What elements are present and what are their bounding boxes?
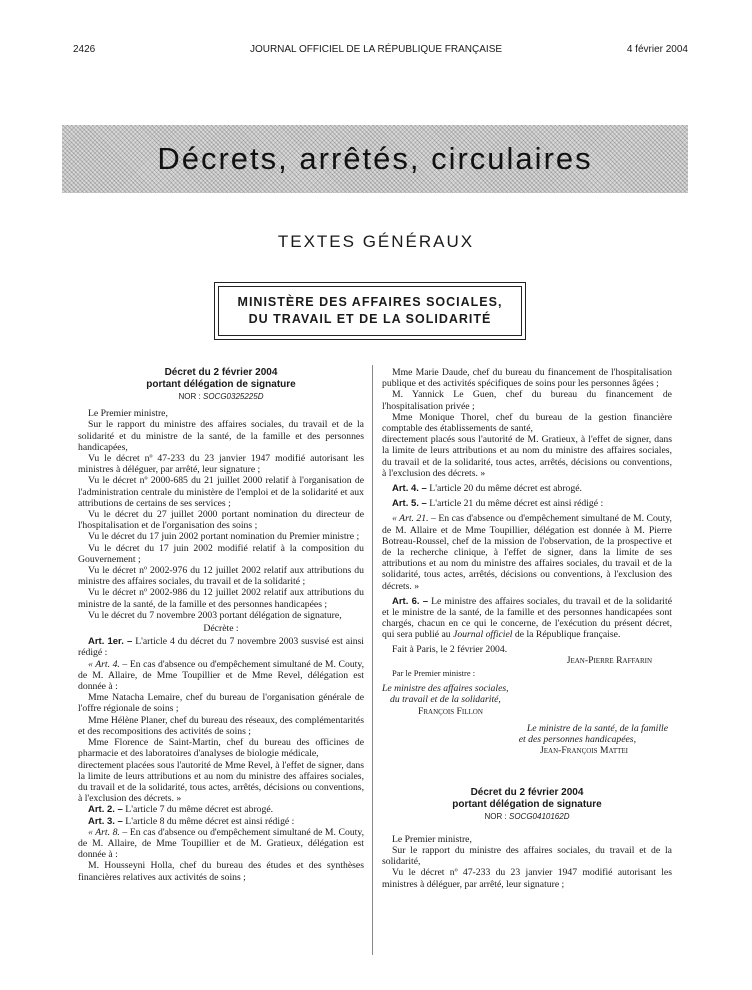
decree-title: Décret du 2 février 2004 [470,786,584,798]
paragraph: Vu le décret nº 2000-685 du 21 juillet 2000 relatif à l'organisation de l'administration centrale du ministère de l'emploi et de la solidarité et aux attributions de certains de ses services ; [78,475,364,509]
paragraph: M. Housseyni Holla, chef du bureau des études et des synthèses financières relatives aux activités de soins ; [78,860,364,883]
paragraph: Mme Natacha Lemaire, chef du bureau de l'organisation générale de l'offre régionale de soins ; [78,692,364,715]
article-text: Le ministre des affaires sociales, du travail et de la solidarité et le ministre de la santé, de la famille et des personnes handicapées sont chargés, chacun en ce qui le concerne, de l'exécution du présent décret, qui sera publié au [382,595,672,641]
quoted-article-label: « Art. 8. – [88,826,128,838]
paragraph: Le Premier ministre, [392,833,472,845]
paragraph: Vu le décret nº 47-233 du 23 janvier 1947 modifié autorisant les ministres à déléguer, par arrêté, leur signature ; [78,453,364,476]
article-text: L'article 7 du même décret est abrogé. [125,804,274,816]
paragraph: Vu le décret du 27 juillet 2000 portant nomination du directeur de l'hospitalisation et de l'organisation des soins ; [78,509,364,532]
paragraph: Mme Monique Thorel, chef du bureau de la gestion financière comptable des établissements de santé, [382,411,672,435]
nor-reference [78,391,364,402]
nor-code: SOCG0410162D [508,811,570,821]
article-text: L'article 21 du même décret est ainsi rédigé : [429,498,604,510]
quoted-article-label: « Art. 21. – [392,513,436,525]
article-text: En cas d'absence ou d'empêchement simultané de M. Couty, de M. Allaire et de Mme Toupillier, délégation est donnée à M. Pierre Botreau-Roussel, chef de la mission de l'observation, de la prospective et de la recherche clinique, à l'effet de signer, dans la limite de ses attributions et au nom du ministre des affaires sociales, du travail et de la solidarité, tous actes, arrêtés, décisions ou conventions, à l'exclusion des décrets. » [382,513,672,592]
article-text: L'article 20 du même décret est abrogé. [429,483,582,495]
article-label: Art. 3. – [88,815,123,827]
section-banner [62,125,688,193]
article-text: En cas d'absence ou d'empêchement simultané de M. Couty, de M. Allaire, de Mme Toupillier et de M. Gratieux, délégation est donnée à : [78,826,364,861]
paragraph: Mme Hélène Planer, chef du bureau des réseaux, des complémentarités et des recompositions des activités de soins ; [78,714,364,737]
banner-title: Décrets, arrêtés, circulaires [157,141,593,176]
ministry-box [218,286,522,336]
paragraph: Vu le décret nº 2002-986 du 12 juillet 2002 relatif aux attributions du ministre de la santé, de la famille et des personnes handicapées ; [78,587,364,610]
left-column [78,367,364,883]
decree-subtitle: portant délégation de signature [452,798,602,810]
article-text: de la République française. [514,629,621,641]
article-text: En cas d'absence ou d'empêchement simultané de M. Couty, de M. Allaire, de Mme Toupillier et de Mme Revel, délégation est donnée à : [78,658,364,693]
minister-title: et des personnes handicapées, [518,734,636,746]
paragraph: Vu le décret du 17 juin 2002 portant nomination du Premier ministre ; [88,531,360,543]
signature-minister: Jean-François Mattei [540,745,628,757]
decree-subtitle: portant délégation de signature [146,379,296,390]
article-label: Art. 2. – [88,804,123,816]
paragraph: Vu le décret du 7 novembre 2003 portant délégation de signature, [88,609,342,621]
article-label: Art. 1er. – [88,636,133,648]
signature-prime-minister: Jean-Pierre Raffarin [566,654,652,666]
article-label: Art. 4. – [392,483,427,495]
journal-title: JOURNAL OFFICIEL DE LA RÉPUBLIQUE FRANÇAISE [249,44,503,55]
minister-title: Le ministre de la santé, de la famille [526,722,668,734]
paragraph: Sur le rapport du ministre des affaires sociales, du travail et de la solidarité et du ministre de la santé, de la famille et des personnes handicapées, [78,419,364,453]
ministry-line-1: MINISTÈRE DES AFFAIRES SOCIALES, [237,295,503,309]
paragraph: directement placés sous l'autorité de M. Gratieux, à l'effet de signer, dans la limite de leurs attributions et au nom du ministre des affaires sociales, du travail et de la solidarité, tous actes, arrêtés, décisions ou conventions, à l'exclusion des décrets. » [382,434,672,479]
article-label: Art. 5. – [392,498,427,510]
page-number: 2426 [73,44,96,55]
signature-minister: François Fillon [418,705,483,717]
journal-reference: Journal officiel [453,629,513,641]
paragraph: Le Premier ministre, [88,408,168,420]
paragraph: M. Yannick Le Guen, chef du bureau du financement de l'hospitalisation privée ; [382,389,672,412]
decree-title: Décret du 2 février 2004 [164,367,278,378]
minister-title: Le ministre des affaires sociales, [382,683,509,695]
section-heading: TEXTES GÉNÉRAUX [277,232,475,251]
signature-par: Par le Premier ministre : [392,668,476,679]
issue-date: 4 février 2004 [626,44,688,55]
article-text: L'article 4 du décret du 7 novembre 2003 susvisé est ainsi rédigé : [78,636,364,659]
paragraph: Mme Marie Daude, chef du bureau du financement de l'hospitalisation publique et des activités spécifiques de soins pour les personnes âgées ; [382,367,672,390]
article-text: L'article 8 du même décret est ainsi rédigé : [125,815,295,827]
ministry-line-2: DU TRAVAIL ET DE LA SOLIDARITÉ [248,312,492,326]
column-divider [372,365,373,955]
paragraph: directement placées sous l'autorité de Mme Revel, à l'effet de signer, dans la limite de leurs attributions et au nom du ministre des affaires sociales, du travail et de la solidarité, tous actes, arrêtés, décisions ou conventions, à l'exclusion des décrets. » [78,759,364,805]
quoted-article-label: « Art. 4. – [88,658,128,670]
minister-title: du travail et de la solidarité, [390,694,501,706]
paragraph: Vu le décret du 17 juin 2002 modifié relatif à la composition du Gouvernement ; [78,542,364,565]
article-label: Art. 6. – [392,595,429,607]
nor-label: NOR : [178,392,201,401]
right-column [382,367,672,890]
decrete: Décrète : [203,623,239,635]
nor-label: NOR : [484,811,507,821]
paragraph: Sur le rapport du ministre des affaires sociales, du travail et de la solidarité, [382,844,672,868]
paragraph: Vu le décret nº 2002-976 du 12 juillet 2002 relatif aux attributions du ministre des affaires sociales, du travail et de la solidarité ; [78,565,364,588]
paragraph: Mme Florence de Saint-Martin, chef du bureau des officines de pharmacie et des laboratoires d'analyses de biologie médicale, [78,737,364,760]
nor-reference [382,811,672,822]
nor-code: SOCG0325225D [202,392,264,401]
paragraph: Vu le décret nº 47-233 du 23 janvier 1947 modifié autorisant les ministres à déléguer, par arrêté, leur signature ; [382,867,672,890]
signature-place-date: Fait à Paris, le 2 février 2004. [392,643,508,655]
